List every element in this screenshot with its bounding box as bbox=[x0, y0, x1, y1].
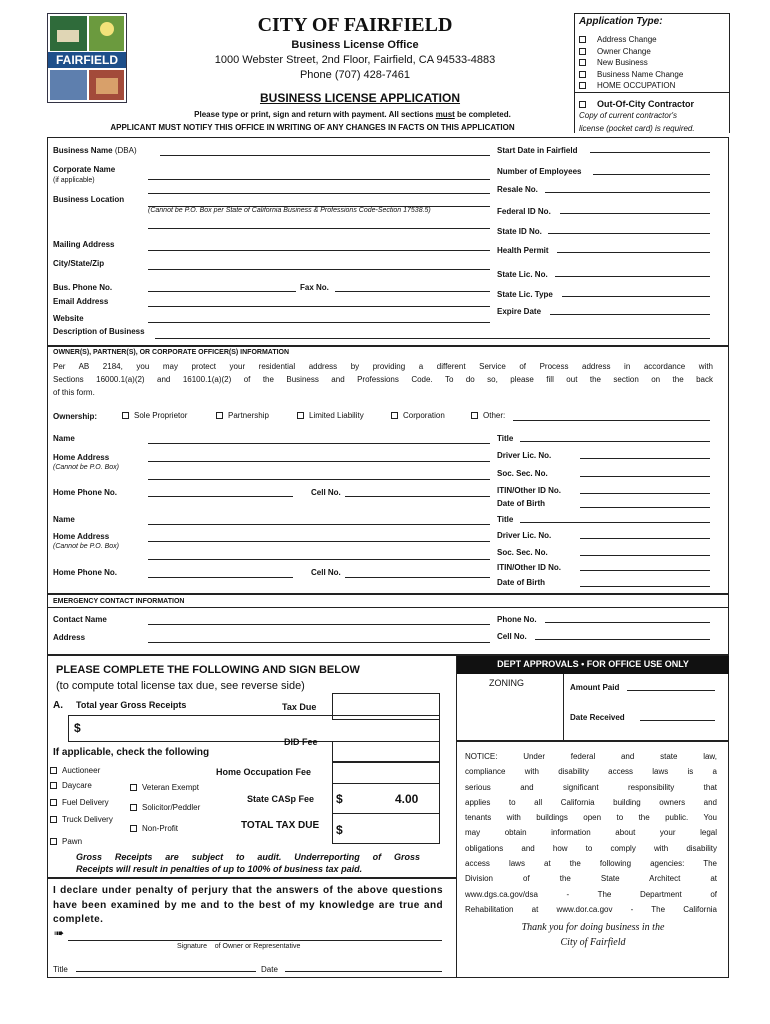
corporate-name-field-2[interactable] bbox=[148, 193, 490, 194]
notice-line: applies to all California building owners and bbox=[465, 797, 717, 807]
owner1-po-note: (Cannot be P.O. Box) bbox=[53, 464, 120, 471]
federal-id-label: Federal ID No. bbox=[497, 207, 551, 216]
emergency-cell-field[interactable] bbox=[535, 639, 710, 640]
resale-label: Resale No. bbox=[497, 185, 538, 194]
amount-paid-field[interactable] bbox=[627, 690, 715, 691]
owner2-name-field[interactable] bbox=[148, 524, 490, 525]
total-dollar: $ bbox=[336, 823, 343, 837]
owner2-po-note: (Cannot be P.O. Box) bbox=[53, 543, 120, 550]
office-phone: Phone (707) 428-7461 bbox=[299, 69, 411, 81]
emergency-address-field[interactable] bbox=[148, 642, 490, 643]
notice-line: Rehabilitation at www.dor.ca.gov - The California bbox=[465, 904, 717, 914]
owner2-cell-field[interactable] bbox=[345, 577, 490, 578]
check-daycare[interactable]: Daycare bbox=[50, 781, 92, 790]
contractor-note-2: license (pocket card) is required. bbox=[579, 124, 695, 133]
check-auctioneer[interactable]: Auctioneer bbox=[50, 766, 100, 775]
notice-line: serious and significant responsibility that bbox=[465, 782, 717, 792]
owner2-name-label: Name bbox=[53, 515, 75, 524]
owner2-dob-field[interactable] bbox=[580, 586, 710, 587]
owner1-itin-label: ITIN/Other ID No. bbox=[497, 486, 561, 495]
thanks-line-2: City of Fairfield bbox=[560, 937, 626, 948]
owner1-cell-field[interactable] bbox=[345, 496, 490, 497]
home-occupation-fee-label: Home Occupation Fee bbox=[216, 767, 312, 777]
business-location-note: (Cannot be P.O. Box per State of California Business & Professions Code-Section 17538.5) bbox=[148, 207, 431, 214]
emergency-cell-label: Cell No. bbox=[497, 632, 527, 641]
business-location-label: Business Location bbox=[53, 195, 125, 204]
business-name-field[interactable] bbox=[160, 155, 490, 156]
ownership-limited-liability[interactable]: Limited Liability bbox=[297, 411, 364, 420]
owner1-name-label: Name bbox=[53, 434, 75, 443]
federal-id-field[interactable] bbox=[560, 213, 710, 214]
emergency-title: EMERGENCY CONTACT INFORMATION bbox=[53, 598, 185, 605]
notice-line: access laws at the following agencies: The bbox=[465, 859, 717, 869]
employees-label: Number of Employees bbox=[497, 167, 582, 176]
check-solicitor-peddler[interactable]: Solicitor/Peddler bbox=[130, 803, 200, 812]
owner1-driver-lic-field[interactable] bbox=[580, 458, 710, 459]
home-occupation-fee-box[interactable] bbox=[332, 762, 440, 784]
owner2-itin-field[interactable] bbox=[580, 570, 710, 571]
owner1-dob-field[interactable] bbox=[580, 507, 710, 508]
dept-approvals-header: DEPT APPROVALS • FOR OFFICE USE ONLY bbox=[457, 656, 729, 674]
mailing-address-label: Mailing Address bbox=[53, 240, 115, 249]
app-option-contractor[interactable]: Out-Of-City Contractor bbox=[579, 99, 694, 109]
application-type-options bbox=[579, 34, 683, 92]
business-name-label: Business Name (DBA) bbox=[53, 146, 137, 155]
sig-title-label: Title bbox=[53, 965, 68, 974]
owner1-name-field[interactable] bbox=[148, 443, 490, 444]
thanks-line-1: Thank you for doing business in the bbox=[521, 922, 665, 933]
signature-label: Signature of Owner or Representative bbox=[177, 943, 301, 950]
ownership-label: Ownership: bbox=[53, 412, 98, 421]
check-truck-delivery[interactable]: Truck Delivery bbox=[50, 814, 120, 835]
email-label: Email Address bbox=[53, 297, 109, 306]
state-id-field[interactable] bbox=[548, 233, 710, 234]
business-phone-label: Bus. Phone No. bbox=[53, 283, 113, 292]
state-lic-field[interactable] bbox=[555, 276, 710, 277]
fax-label: Fax No. bbox=[300, 283, 329, 292]
description-label: Description of Business bbox=[53, 327, 145, 336]
owner2-dob-label: Date of Birth bbox=[497, 578, 545, 587]
owner1-home-address-field[interactable] bbox=[148, 461, 490, 462]
notice-line: obligations and how to comply with disability bbox=[465, 843, 717, 853]
owner1-itin-field[interactable] bbox=[580, 493, 710, 494]
check-pawn[interactable]: Pawn bbox=[50, 837, 82, 846]
resale-field[interactable] bbox=[545, 192, 710, 193]
health-permit-label: Health Permit bbox=[497, 246, 549, 255]
did-fee-label: DID Fee bbox=[284, 737, 318, 747]
notice-line: may obtain information about your legal bbox=[465, 828, 717, 838]
app-option-new-business[interactable]: New Business bbox=[579, 57, 683, 69]
state-lic-type-label: State Lic. Type bbox=[497, 290, 553, 299]
owners-note-line3: of this form. bbox=[53, 388, 95, 397]
check-fuel-delivery[interactable]: Fuel Delivery bbox=[50, 798, 109, 807]
owner2-driver-lic-label: Driver Lic. No. bbox=[497, 531, 552, 540]
owner2-home-address-label: Home Address bbox=[53, 532, 110, 541]
gross-receipts-dollar: $ bbox=[74, 721, 81, 735]
app-option-home-occupation[interactable]: HOME OCCUPATION bbox=[579, 80, 683, 92]
business-location-field-2[interactable] bbox=[148, 228, 490, 229]
notice-line: compliance with disability access laws is a bbox=[465, 767, 717, 777]
corporate-name-label: Corporate Name bbox=[53, 165, 116, 174]
zoning-label: ZONING bbox=[489, 678, 524, 688]
application-type-title: Application Type: bbox=[579, 16, 663, 27]
notice-line: tenants with buildings open to the public. You bbox=[465, 813, 717, 823]
ownership-other-field[interactable] bbox=[513, 420, 710, 421]
emergency-phone-label: Phone No. bbox=[497, 615, 537, 624]
owner1-home-address-label: Home Address bbox=[53, 453, 110, 462]
sig-date-label: Date bbox=[261, 965, 278, 974]
casp-dollar: $ bbox=[336, 792, 343, 806]
owners-note-line1: Per AB 2184, you may protect your residential address by providing a different Service of Process address in accordance with bbox=[53, 362, 713, 371]
emergency-address-label: Address bbox=[53, 633, 86, 642]
tax-subheading: (to compute total license tax due, see reverse side) bbox=[56, 680, 305, 692]
state-id-label: State ID No. bbox=[497, 227, 542, 236]
owner2-cell-label: Cell No. bbox=[311, 568, 341, 577]
check-non-profit[interactable]: Non-Profit bbox=[130, 824, 178, 833]
logo-text: FAIRFIELD bbox=[48, 52, 126, 68]
owner1-ssn-label: Soc. Sec. No. bbox=[497, 469, 548, 478]
accessibility-notice bbox=[465, 749, 717, 917]
gross-letter: A. bbox=[53, 700, 63, 711]
ownership-sole-proprietor[interactable]: Sole Proprietor bbox=[122, 411, 187, 420]
applicable-heading: If applicable, check the following bbox=[53, 747, 210, 758]
contractor-note: Copy of current contractor's bbox=[579, 111, 678, 120]
office-name: Business License Office bbox=[291, 39, 419, 51]
sig-date-field[interactable] bbox=[285, 971, 442, 972]
sign-here-arrow-icon: ➠ bbox=[54, 926, 65, 940]
owner1-title-field[interactable] bbox=[520, 441, 710, 442]
fax-field[interactable] bbox=[335, 291, 490, 292]
website-label: Website bbox=[53, 314, 84, 323]
owner1-dob-label: Date of Birth bbox=[497, 499, 545, 508]
owner2-home-phone-label: Home Phone No. bbox=[53, 568, 118, 577]
date-received-field[interactable] bbox=[640, 720, 715, 721]
owner1-driver-lic-label: Driver Lic. No. bbox=[497, 451, 552, 460]
owner2-home-address-field[interactable] bbox=[148, 541, 490, 542]
owner1-home-address-field-2[interactable] bbox=[148, 479, 490, 480]
sig-title-field[interactable] bbox=[76, 971, 256, 972]
owner2-home-phone-field[interactable] bbox=[148, 577, 293, 578]
app-option-owner-change[interactable]: Owner Change bbox=[579, 46, 683, 58]
owner2-title-label: Title bbox=[497, 515, 514, 524]
owner1-home-phone-field[interactable] bbox=[148, 496, 293, 497]
city-title: CITY OF FAIRFIELD bbox=[257, 14, 453, 36]
signature-field[interactable] bbox=[68, 940, 442, 941]
notice-line: Division of the State Architect at bbox=[465, 874, 717, 884]
start-date-field[interactable] bbox=[590, 152, 710, 153]
total-tax-due-label: TOTAL TAX DUE bbox=[241, 820, 320, 831]
owner2-title-field[interactable] bbox=[520, 522, 710, 523]
gross-receipts-label: Total year Gross Receipts bbox=[76, 700, 187, 710]
business-phone-field[interactable] bbox=[148, 291, 296, 292]
health-permit-field[interactable] bbox=[557, 252, 710, 253]
state-lic-type-field[interactable] bbox=[562, 296, 710, 297]
instructions-line1: Please type or print, sign and return with payment. All sections must be completed. bbox=[194, 110, 511, 119]
gross-audit-note-2: Receipts will result in penalties of up to 100% of business tax paid. bbox=[76, 864, 363, 874]
instructions-line2: APPLICANT MUST NOTIFY THIS OFFICE IN WRITING OF ANY CHANGES IN FACTS ON THIS APPLICATION bbox=[110, 123, 515, 132]
notice-line: www.dgs.ca.gov/dsa - The Department of bbox=[465, 889, 717, 899]
state-casp-label: State CASp Fee bbox=[247, 794, 315, 804]
office-address: 1000 Webster Street, 2nd Floor, Fairfield, CA 94533-4883 bbox=[214, 54, 496, 66]
did-fee-box[interactable] bbox=[332, 742, 440, 762]
app-option-address-change[interactable]: Address Change bbox=[579, 34, 683, 46]
form-title: BUSINESS LICENSE APPLICATION bbox=[259, 91, 461, 105]
owner2-ssn-label: Soc. Sec. No. bbox=[497, 548, 548, 557]
owner2-home-address-field-2[interactable] bbox=[148, 559, 490, 560]
emergency-contact-name-label: Contact Name bbox=[53, 615, 107, 624]
city-logo bbox=[47, 13, 127, 103]
corporate-name-field[interactable] bbox=[148, 179, 490, 180]
owner1-cell-label: Cell No. bbox=[311, 488, 341, 497]
notice-line: NOTICE: Under federal and state law, bbox=[465, 752, 717, 761]
city-state-zip-field[interactable] bbox=[148, 269, 490, 270]
date-received-label: Date Received bbox=[570, 713, 625, 722]
app-option-name-change[interactable]: Business Name Change bbox=[579, 69, 683, 81]
expire-date-label: Expire Date bbox=[497, 307, 542, 316]
owners-section-title: OWNER(S), PARTNER(S), OR CORPORATE OFFICER(S) INFORMATION bbox=[53, 349, 290, 356]
mailing-address-field[interactable] bbox=[148, 250, 490, 251]
emergency-phone-field[interactable] bbox=[545, 622, 710, 623]
owner1-ssn-field[interactable] bbox=[580, 476, 710, 477]
gross-receipts-box[interactable] bbox=[68, 715, 440, 742]
owner2-driver-lic-field[interactable] bbox=[580, 538, 710, 539]
employees-field[interactable] bbox=[593, 174, 710, 175]
ownership-other[interactable]: Other: bbox=[471, 411, 505, 420]
ownership-partnership[interactable]: Partnership bbox=[216, 411, 269, 420]
state-casp-box[interactable] bbox=[332, 784, 440, 814]
gross-audit-note-1: Gross Receipts are subject to audit. Underreporting of Gross bbox=[76, 852, 420, 862]
declaration-text: I declare under penalty of perjury that the answers of the above questions have been examined by me and to the best of my knowledge are true and complete. bbox=[53, 885, 443, 925]
start-date-label: Start Date in Fairfield bbox=[497, 146, 578, 155]
website-field[interactable] bbox=[148, 322, 490, 323]
expire-date-field[interactable] bbox=[550, 314, 710, 315]
owners-note-line2: Sections 16000.1(a)(2) and 16100.1(a)(2) of the Business and Professions Code. To do so, please fill out the section on the back bbox=[53, 375, 713, 384]
email-field[interactable] bbox=[148, 306, 490, 307]
owner2-ssn-field[interactable] bbox=[580, 555, 710, 556]
description-field[interactable] bbox=[155, 338, 710, 339]
tax-heading: PLEASE COMPLETE THE FOLLOWING AND SIGN BELOW bbox=[56, 664, 360, 676]
ownership-corporation[interactable]: Corporation bbox=[391, 411, 445, 420]
casp-amount: 4.00 bbox=[395, 792, 419, 806]
check-veteran-exempt[interactable]: Veteran Exempt bbox=[130, 783, 199, 792]
owner1-home-phone-label: Home Phone No. bbox=[53, 488, 118, 497]
corporate-name-note: (if applicable) bbox=[53, 177, 95, 184]
total-tax-due-box[interactable] bbox=[332, 814, 440, 844]
tax-due-label: Tax Due bbox=[282, 702, 317, 712]
emergency-contact-name-field[interactable] bbox=[148, 624, 490, 625]
city-state-zip-label: City/State/Zip bbox=[53, 259, 105, 268]
amount-paid-label: Amount Paid bbox=[570, 683, 620, 692]
owner2-itin-label: ITIN/Other ID No. bbox=[497, 563, 561, 572]
state-lic-label: State Lic. No. bbox=[497, 270, 548, 279]
owner1-title-label: Title bbox=[497, 434, 514, 443]
